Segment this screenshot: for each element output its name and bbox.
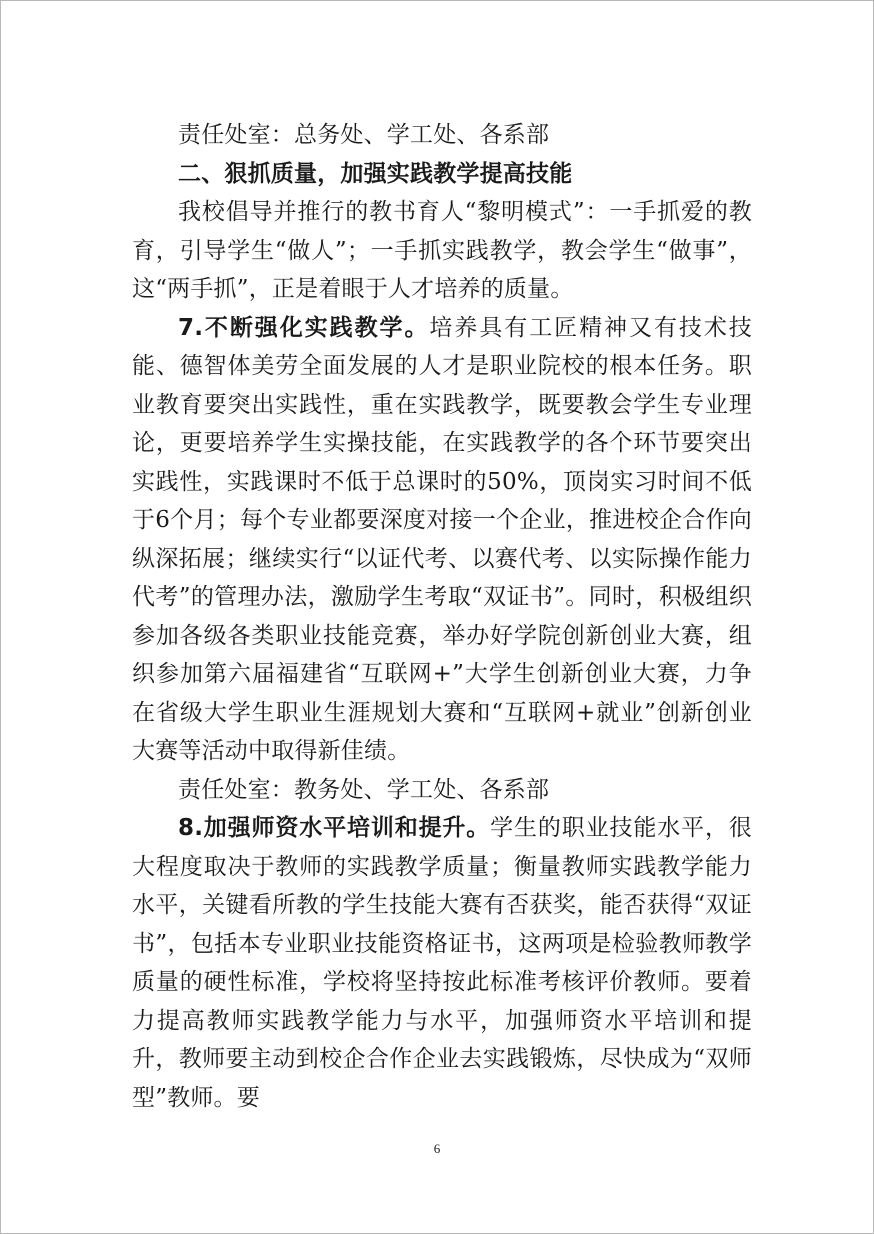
item-8-body: 学生的职业技能水平，很大程度取决于教师的实践教学质量；衡量教师实践教学能力水平，关键看所教的学生技能大赛有否获奖，能否获得“双证书”，包括本专业职业技能资格证书，这两项是检验教师教学质量的硬性标准，学校将坚持按此标准考核评价教师。要着力提高教师实践教学能力与水平，加强师资水平培训和提升，教师要主动到校企合作企业去实践锻炼，尽快成为“双师型”教师。要: [132, 815, 753, 1111]
item-8-paragraph: [132, 809, 752, 1117]
item-7-body: 培养具有工匠精神又有技术技能、德智体美劳全面发展的人才是职业院校的根本任务。职业教育要突出实践性，重在实践教学，既要教会学生专业理论，更要培养学生实操技能，在实践教学的各个环节要突出实践性，实践课时不低于总课时的50%，顶岗实习时间不低于6个月；每个专业都要深度对接一个企业，推进校企合作向纵深拓展；继续实行“以证代考、以赛代考、以实际操作能力代考”的管理办法，激励学生考取“双证书”。同时，积极组织参加各级各类职业技能竞赛，举办好学院创新创业大赛，组织参加第六届福建省“互联网+”大学生创新创业大赛，力争在省级大学生职业生涯规划大赛和“互联网+就业”创新创业大赛等活动中取得新佳绩。: [132, 314, 752, 764]
section-heading: 二、狠抓质量，加强实践教学提高技能: [178, 160, 573, 187]
item-8-heading: 8.加强师资水平培训和提升。: [178, 815, 491, 841]
responsible-office-line: 责任处室：教务处、学工处、各系部: [178, 776, 550, 803]
item-7-paragraph: [132, 309, 752, 771]
intro-paragraph: 我校倡导并推行的教书育人“黎明模式”：一手抓爱的教育，引导学生“做人”；一手抓实践教学，教会学生“做事”，这“两手抓”，正是着眼于人才培养的质量。: [132, 199, 752, 302]
body-text: [132, 116, 752, 1117]
page-number: 6: [433, 1141, 441, 1156]
item-7-heading: 7.不断强化实践教学。: [178, 314, 430, 341]
responsible-office-line: 责任处室：总务处、学工处、各系部: [178, 122, 550, 148]
